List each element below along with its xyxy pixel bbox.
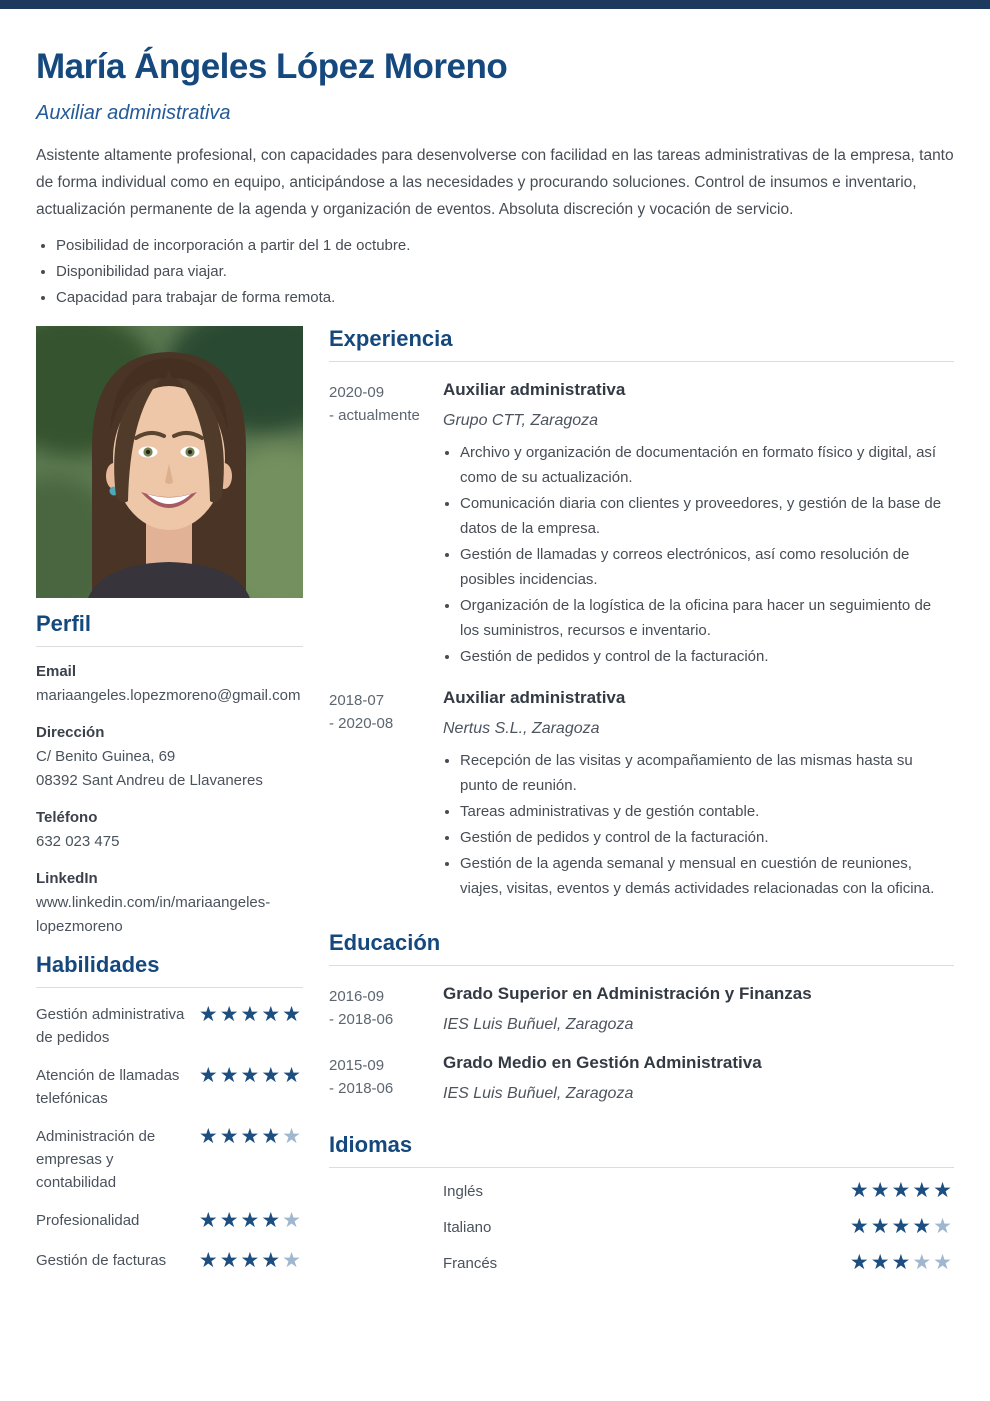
experience-entry	[329, 379, 954, 670]
experience-bullet: • Gestión de llamadas y correos electrónicos, así como resolución de posibles incidencias.	[460, 542, 954, 592]
entry-dates	[329, 687, 443, 902]
experience-entry	[329, 687, 954, 902]
highlights-list	[36, 233, 954, 310]
skill-label: Administración de empresas y contabilidad	[36, 1128, 156, 1191]
experience-bullet: • Archivo y organización de documentación en formato físico y digital, así como de su actualización.	[460, 440, 954, 490]
star-filled-icon: ★	[240, 1249, 262, 1272]
skill-label: Gestión de facturas	[36, 1252, 167, 1269]
star-filled-icon: ★	[261, 1125, 283, 1148]
profile-field-phone	[36, 806, 303, 854]
star-rating	[199, 1125, 303, 1194]
language-row	[329, 1251, 954, 1276]
star-empty-icon: ★	[933, 1251, 954, 1274]
highlight-item: • Posibilidad de incorporación a partir del 1 de octubre.	[56, 233, 954, 258]
profile-field-email	[36, 660, 303, 708]
star-rating	[199, 1209, 303, 1234]
linkedin-value[interactable]: www.linkedin.com/in/mariaangeles-lopezmoreno	[36, 894, 271, 935]
star-filled-icon: ★	[849, 1179, 871, 1202]
section-title-education: Educación	[329, 930, 954, 966]
entry-company: Grupo CTT, Zaragoza	[443, 412, 599, 429]
star-empty-icon: ★	[912, 1251, 934, 1274]
date-from: 2020-09	[329, 384, 385, 401]
star-rating	[850, 1179, 954, 1204]
profile-summary: Asistente altamente profesional, con capacidades para desenvolverse con facilidad en las tareas administrativas de la empresa, tanto de forma individual como en equipo, anticipándose a las necesidades y procurando soluciones. Control de insumos e inventario, actualización permanente de la agenda y organización de eventos. Absoluta discreción y vocación de servicio.	[36, 147, 954, 218]
star-empty-icon: ★	[933, 1215, 954, 1238]
star-filled-icon: ★	[933, 1179, 954, 1202]
star-filled-icon: ★	[219, 1209, 241, 1232]
star-filled-icon: ★	[261, 1003, 283, 1026]
profile-field-address	[36, 721, 303, 793]
entry-bullets	[443, 440, 954, 669]
date-to: - 2018-06	[329, 1080, 394, 1097]
section-title-profile: Perfil	[36, 611, 303, 647]
star-filled-icon: ★	[261, 1249, 283, 1272]
star-filled-icon: ★	[240, 1125, 262, 1148]
skill-label: Atención de llamadas telefónicas	[36, 1067, 180, 1107]
skill-row	[36, 1125, 303, 1194]
education-entry	[329, 983, 954, 1035]
section-title-experience: Experiencia	[329, 326, 954, 362]
field-label: Email	[36, 663, 77, 680]
highlight-item: • Capacidad para trabajar de forma remota.	[56, 285, 954, 310]
language-row	[329, 1179, 954, 1204]
star-filled-icon: ★	[198, 1003, 220, 1026]
star-filled-icon: ★	[870, 1179, 892, 1202]
skill-row	[36, 1249, 303, 1274]
field-label: Dirección	[36, 724, 105, 741]
star-filled-icon: ★	[891, 1251, 913, 1274]
star-rating	[199, 1064, 303, 1110]
entry-company: Nertus S.L., Zaragoza	[443, 720, 600, 737]
star-filled-icon: ★	[240, 1064, 262, 1087]
skill-label: Profesionalidad	[36, 1212, 140, 1229]
star-filled-icon: ★	[198, 1249, 220, 1272]
star-filled-icon: ★	[198, 1209, 220, 1232]
experience-bullet: • Gestión de pedidos y control de la facturación.	[460, 825, 954, 850]
star-filled-icon: ★	[219, 1003, 241, 1026]
degree-title: Grado Superior en Administración y Finanzas	[443, 984, 812, 1003]
star-empty-icon: ★	[282, 1209, 303, 1232]
star-filled-icon: ★	[198, 1125, 220, 1148]
date-from: 2016-09	[329, 988, 385, 1005]
education-entry	[329, 1052, 954, 1104]
star-filled-icon: ★	[891, 1215, 913, 1238]
entry-bullets	[443, 748, 954, 901]
entry-dates	[329, 983, 443, 1035]
profile-photo-illustration	[36, 326, 303, 598]
email-value[interactable]: mariaangeles.lopezmoreno@gmail.com	[36, 687, 301, 704]
star-rating	[850, 1251, 954, 1276]
date-from: 2018-07	[329, 692, 385, 709]
school-name: IES Luis Buñuel, Zaragoza	[443, 1016, 634, 1033]
star-filled-icon: ★	[240, 1209, 262, 1232]
experience-bullet: • Comunicación diaria con clientes y proveedores, y gestión de la base de datos de la empresa.	[460, 491, 954, 541]
language-label: Francés	[443, 1254, 498, 1272]
star-filled-icon: ★	[870, 1215, 892, 1238]
experience-bullet: • Recepción de las visitas y acompañamiento de las mismas hasta su punto de reunión.	[460, 748, 954, 798]
skill-row	[36, 1209, 303, 1234]
experience-bullet: • Organización de la logística de la oficina para hacer un seguimiento de los suministros, recursos e inventario.	[460, 593, 954, 643]
star-empty-icon: ★	[282, 1249, 303, 1272]
field-label: LinkedIn	[36, 870, 98, 887]
main-content	[329, 326, 954, 1276]
star-filled-icon: ★	[261, 1064, 283, 1087]
language-label: Italiano	[443, 1218, 492, 1236]
sidebar	[36, 326, 303, 1276]
star-rating	[850, 1215, 954, 1240]
experience-bullet: • Tareas administrativas y de gestión contable.	[460, 799, 954, 824]
experience-bullet: • Gestión de pedidos y control de la facturación.	[460, 644, 954, 669]
star-filled-icon: ★	[849, 1251, 871, 1274]
address-line: C/ Benito Guinea, 69	[36, 748, 176, 765]
experience-bullet: • Gestión de la agenda semanal y mensual en cuestión de reuniones, viajes, visitas, eventos y demás actividades relacionadas con la oficina.	[460, 851, 954, 901]
star-rating	[199, 1003, 303, 1049]
section-title-skills: Habilidades	[36, 952, 303, 988]
entry-dates	[329, 379, 443, 670]
star-filled-icon: ★	[912, 1215, 934, 1238]
candidate-job-title: Auxiliar administrativa	[36, 102, 231, 124]
entry-role: Auxiliar administrativa	[443, 688, 626, 707]
star-filled-icon: ★	[219, 1064, 241, 1087]
degree-title: Grado Medio en Gestión Administrativa	[443, 1053, 762, 1072]
star-filled-icon: ★	[282, 1064, 303, 1087]
date-to: - actualmente	[329, 407, 420, 424]
star-filled-icon: ★	[219, 1125, 241, 1148]
profile-field-linkedin	[36, 867, 303, 939]
star-filled-icon: ★	[891, 1179, 913, 1202]
date-to: - 2020-08	[329, 715, 394, 732]
date-from: 2015-09	[329, 1057, 385, 1074]
entry-dates	[329, 1052, 443, 1104]
candidate-name: María Ángeles López Moreno	[36, 47, 508, 86]
date-to: - 2018-06	[329, 1011, 394, 1028]
star-filled-icon: ★	[849, 1215, 871, 1238]
skill-row	[36, 1003, 303, 1049]
star-filled-icon: ★	[198, 1064, 220, 1087]
star-filled-icon: ★	[870, 1251, 892, 1274]
top-accent-bar	[0, 0, 990, 9]
star-empty-icon: ★	[282, 1125, 303, 1148]
profile-photo	[36, 326, 303, 598]
star-filled-icon: ★	[240, 1003, 262, 1026]
field-label: Teléfono	[36, 809, 98, 826]
address-line: 08392 Sant Andreu de Llavaneres	[36, 772, 263, 789]
language-row	[329, 1215, 954, 1240]
star-filled-icon: ★	[261, 1209, 283, 1232]
resume-document	[0, 9, 990, 1276]
skill-row	[36, 1064, 303, 1110]
star-filled-icon: ★	[219, 1249, 241, 1272]
star-filled-icon: ★	[912, 1179, 934, 1202]
highlight-item: • Disponibilidad para viajar.	[56, 259, 954, 284]
school-name: IES Luis Buñuel, Zaragoza	[443, 1085, 634, 1102]
star-rating	[199, 1249, 303, 1274]
phone-value: 632 023 475	[36, 833, 120, 850]
star-filled-icon: ★	[282, 1003, 303, 1026]
skill-label: Gestión administrativa de pedidos	[36, 1006, 185, 1046]
entry-role: Auxiliar administrativa	[443, 380, 626, 399]
language-label: Inglés	[443, 1182, 484, 1200]
section-title-languages: Idiomas	[329, 1132, 954, 1168]
